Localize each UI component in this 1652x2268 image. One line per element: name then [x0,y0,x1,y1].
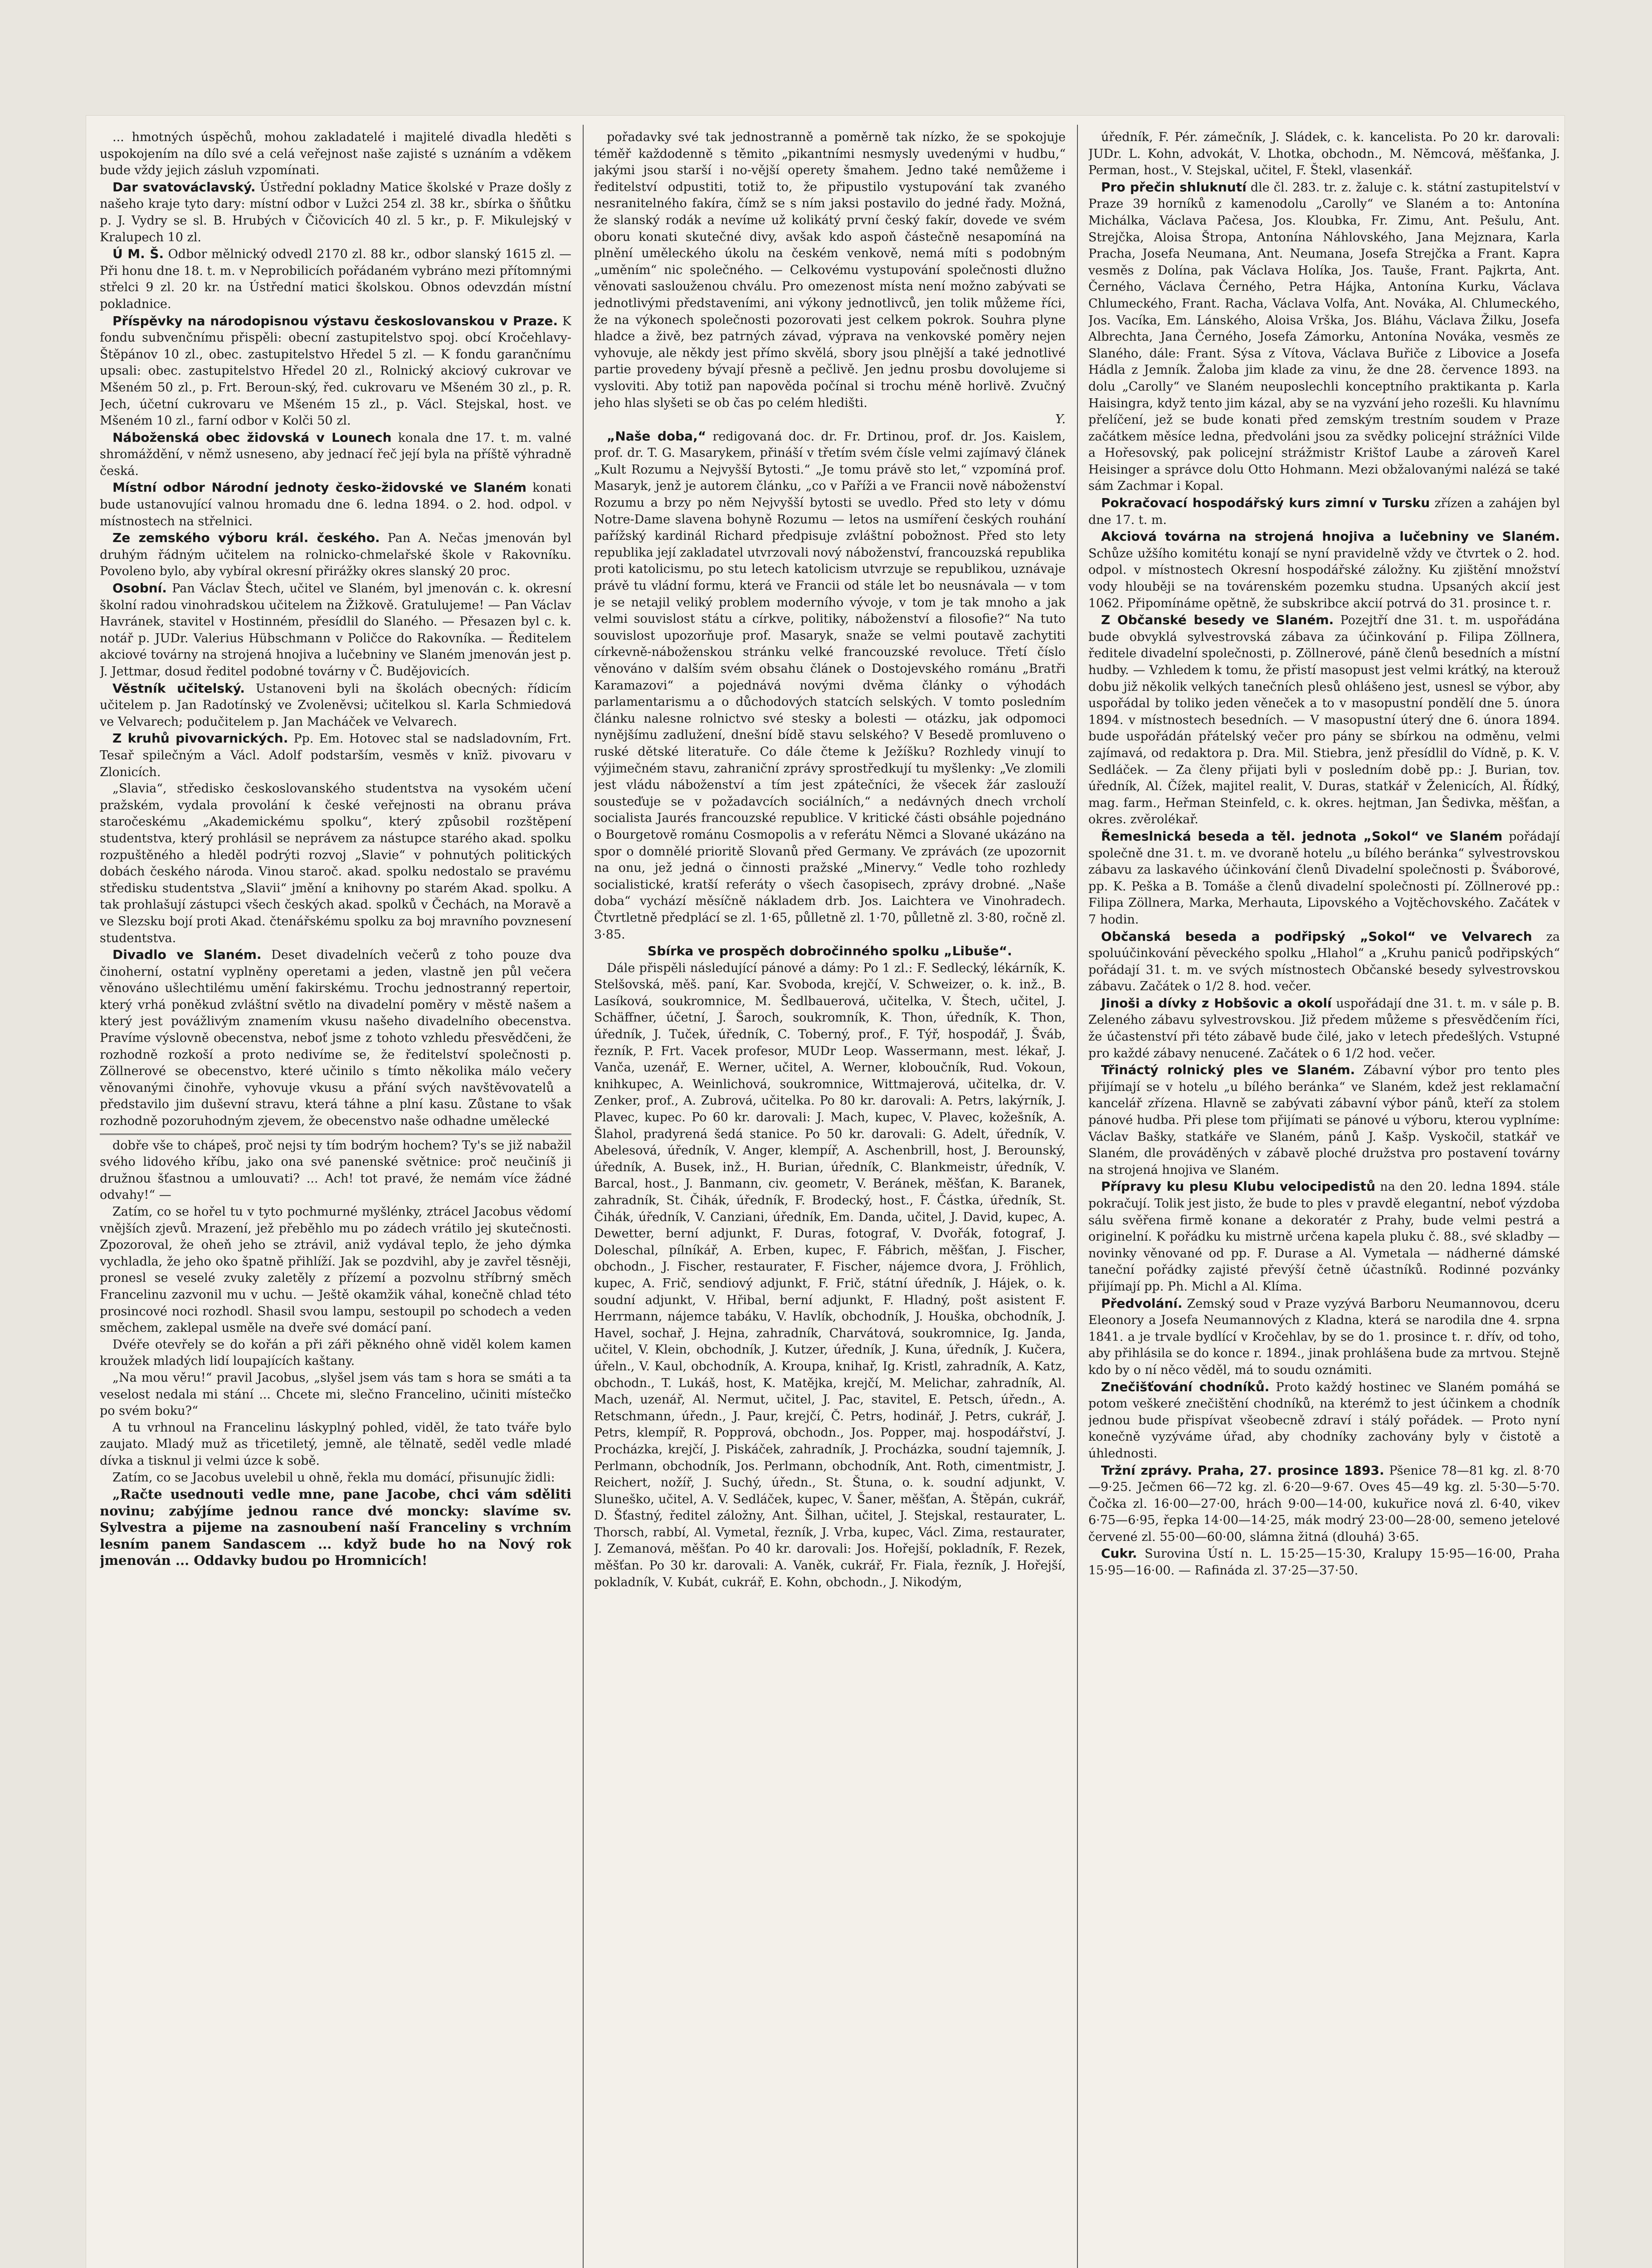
article-heading: Věstník učitelský. [112,680,245,696]
article-heading: Občanská beseda a podřipský „Sokol“ ve Velvarech [1101,929,1532,944]
article-text: Pan A. Nečas jmenován byl druhým řádným učitelem na rolnicko-chmelařské škole v Rakovníku. Povoleno bylo, aby vybíral okresní přirážky okres slanský 20 proc. [100,531,571,579]
article-signature: Y. [1055,412,1066,427]
article-text: Zábavní výbor pro tento ples přijímají se v hotelu „u bílého beránka“ ve Slaném, kdež jest reklamační kancelář zřízena. Hlavně se zabývati zábavní výbor pánů, kteří za stolem pánové hudba. Při plese tom přijímati se pánové u výboru, kterou vyplníme: Václav Bašky, statkáře ve Slaném, pánů J. Kašp. Vyskočil, statkář ve Slaném, dle prováděných v zábavě ploché družstva pro postavení továrny na strojená hnojiva ve Slaném. [1088,1063,1560,1177]
article-heading: Ú M. Š. [112,246,164,262]
article-text: za spoluúčinkování pěveckého spolku „Hlahol“ a „Kruhu paniců podřipských“ pořádají 31. t. m. ve svých místnostech Občanské besedy sylvestrovskou zábavu. Začátek o 1/2 8. hod. večer. [1088,929,1560,994]
newspaper-page [86,116,1564,2268]
article-text: Ústřední pokladny Matice školské v Praze došly z našeho kraje tyto dary: místní odbor v Lužci 254 zl. 38 kr., sbírka o šňůtku p. J. Vydry se sl. B. Hrubých v Čičovicích 40 zl. 5 kr., p. F. Mikulejský v Kralupech 10 zl. [100,180,571,244]
article-text: Pan Václav Štech, učitel ve Slaném, byl jmenován c. k. okresní školní radou vinohradskou učitelem na Žižkově. Gratulujeme! — Pan Václav Havránek, stavitel v Hostinném, přesídlil do Slaného. — Přesazen byl c. k. notář p. JUDr. Valerius Hübschmann v Poličce do Rakovníka. — Ředitelem akciové továrny na strojená hnojiva a lučebniny ve Slaném jmenován jest p. J. Jettmar, dosud ředitel podobné továrny v Č. Budějovicích. [100,582,571,679]
article-text: Zemský soud v Praze vyzývá Barboru Neumannovou, dceru Eleonory a Josefa Neumannových z Kladna, která se narodila dne 4. srpna 1841. a je trvale bydlící v Kročehlav, by se do 1. prosince t. r. dřív, od toho, aby přihlásila se do konce r. 1894., jinak prohlášena bude za mrtvou. Stejně kdo by o ní něco věděl, má to soudu oznámiti. [1088,1296,1560,1377]
article-paragraph [1088,495,1560,528]
column-3 [1088,129,1560,2268]
feuilleton-paragraph: Zatím, co se Jacobus uvelebil u ohně, řekla mu domácí, přisunujíc židli: [112,1470,555,1485]
article-text: uspořádají dne 31. t. m. v sále p. B. Zeleného zábavu sylvestrovskou. Již předem můžeme s přesvědčením říci, že účastenství při této zábavě bude čilé, jako v letech předešlých. Vstupné pro každé zábavy nenucené. Začátek o 6 1/2 hod. večer. [1088,996,1560,1061]
feuilleton-paragraph: Zatím, co se hořel tu v tyto pochmurné myšlénky, ztrácel Jacobus vědomí vnějších zjevů. Mrazení, jež přeběhlo mu po zádech vrátilo jej skutečnosti. Zpozoroval, že oheň jeho se ztrávil, aniž vydával teplo, že jeho dýmka vychladla, že jeho oko špatně přihlíží. Jak se pozdvihl, aby je zavřel těsněji, pronesl se veselé zvuky zaletěly z přízemí a pozvolnu stříbrný směch Francelinu zazvonil mu v uchu. — Ještě okamžik váhal, konečně chlad této prosincové noci rozhodl. Shasil svou lampu, sestoupil po schodech a veden směchem, zaklepal usměle na dveře své domácí paní. [100,1205,571,1335]
article-heading: Předvolání. [1101,1295,1183,1311]
column-divider [583,125,584,2268]
article-heading: Přípravy ku plesu Klubu velocipedistů [1101,1179,1375,1194]
article-paragraph [1088,1462,1560,1546]
article-paragraph [100,947,571,1130]
article-heading: Tržní zprávy. Praha, 27. prosince 1893. [1101,1462,1384,1478]
article-heading: Třináctý rolnický ples ve Slaném. [1101,1062,1355,1078]
feuilleton-paragraph: dobře vše to chápeš, proč nejsi ty tím bodrým hochem? Ty's se již nabažil svého lidového kříbu, jako ona své panenské světnice: proč neučiníš ji družnou šťastnou a umlouvati? ... Ach! tot pravé, že nemám více žádné odvahy!“ — [100,1138,571,1202]
article-heading: Příspěvky na národopisnou výstavu českoslovanskou v Praze. [112,313,558,328]
article-heading: Divadlo ve Slaném. [112,947,262,963]
feuilleton-paragraph: A tu vrhnoul na Francelinu láskyplný pohled, viděl, že tato tváře bylo zaujato. Mladý muž as třicetiletý, jemně, ale tělnatě, seděl vedle mladé dívka a tisknul ji velmi úzce k sobě. [100,1420,571,1468]
feuilleton-paragraph: Dvéře otevřely se do kořán a při záři pěkného ohně viděl kolem kamen kroužek mladých lidí loupajících kaštany. [100,1337,571,1369]
article-text: Deset divadelních večerů z toho pouze dva činoherní, ostatní vyplněny operetami a jeden, vlastně jen půl večera věnováno ušlechtilému umění fakirskému. Trochu jednostranný repertoir, který vrhá poněkud zvláštní světlo na divadelní poměry v městě našem a který jest povážlivým znamením vkusu našeho divadelního obecenstva. Pravíme výslovně obecenstva, neboť jsme z tohoto vzhledu přesvědčeni, že rozhodně rozkoší a proto nedivíme se, že ředitelství společnosti p. Zöllnerové se obecenstvo, které učinilo s tímto několika málo večery věnovanými činohře, vyhovuje vkusu a přání svých navštěvovatelů a představilo jim duševní stravu, která táhne a plní kasu. Zůstane to však rozhodně pozoruhodným zjevem, že obecenstvo naše odhadne umělecké [100,948,571,1129]
feuilleton-divider [100,1134,571,1135]
article-text: Schůze užšího komitétu konají se nyní pravidelně vždy ve čtvrtek o 2. hod. odpol. v místnostech Okresní hospodářské záložny. Ku zjištění množství vody hlouběji se na továrenském pozemku studna. Upsaných akcií jest 1062. Připomínáme opětně, že subskribce akcií potrvá do 31. prosince t. r. [1088,546,1560,611]
article-text: pořádají společně dne 31. t. m. ve dvoraně hotelu „u bílého beránka“ sylvestrovskou zábavu za laskavého účinkování členů Divadelní společnosti p. Šváborové, pp. K. Peška a B. Tomáše a členů divadelní společnosti pí. Zöllnerové pp.: Filipa Zöllnera, Marka, Merhauta, Lipovského a Vojtěchovského. Začátek v 7 hodin. [1088,829,1560,927]
article-paragraph [1088,528,1560,612]
article-heading: Ze zemského výboru král. českého. [112,530,380,546]
article-heading: Akciová továrna na strojená hnojiva a lučebniny ve Slaném. [1101,529,1560,544]
article-paragraph [1088,612,1560,828]
article-paragraph: úředník, F. Pér. zámečník, J. Sládek, c. k. kancelista. Po 20 kr. darovali: JUDr. L. Kohn, advokát, V. Lhotka, obchodn., M. Němcová, měšťanka, J. Perman, host., V. Stejskal, učitel, F. Štekl, vlasenkář. [1088,130,1560,178]
article-paragraph [1088,1062,1560,1178]
article-paragraph [1088,995,1560,1062]
article-text: na den 20. ledna 1894. stále pokračují. Tolik jest jisto, že bude to ples v pravdě elegantní, neboť výzdoba sálu svěřena firmě konane a dekoratér z Prahy, bude velmi pestrá a originelní. K pořádku ku mistrně určena kapela pluku č. 88., své skladby — novinky věnované od pp. F. Durase a Al. Vymetala — nádherné dámské taneční pořádky zajisté převýší četně účastníků. Rodinné pozvánky přijímají pp. Ph. Michl a Al. Klíma. [1088,1180,1560,1294]
article-heading: Místní odbor Národní jednoty česko-židovské ve Slaném [112,480,527,495]
article-heading: Z kruhů pivovarnických. [112,731,288,746]
article-paragraph [100,246,571,313]
article-text: dle čl. 283. tr. z. žaluje c. k. státní zastupitelství v Praze 39 horníků z kamenodolu „Carolly“ ve Slaném a to: Antonína Michálka, Václava Pačesa, Jos. Kloubka, Fr. Zimu, Ant. Pešulu, Ant. Strejčka, Aloisa Štropa, Antonína Náhlovského, Jana Mejznara, Karla Pracha, Josefa Neumana, Ant. Neumana, Josefa Strejčka a Frant. Kapra vesměs z Dolína, pak Václava Holíka, Jos. Tauše, Frant. Pajkrta, Ant. Černého, Václava Černého, Petra Hájka, Antonína Kurku, Václava Chlumeckého, Frant. Racha, Václava Volfa, Ant. Nováka, Al. Chlumeckého, Jos. Vacíka, Em. Lánského, Aloisa Vrška, Jos. Bláhu, Václava Žilku, Josefa Albrechta, Jana Černého, Josefa Zámorku, Antonína Nováka, vesměs ze Slaného, dále: Frant. Sýsa z Vítova, Václava Buřiče z Libovice a Josefa Hádla z Jemník. Žaloba jim klade za vinu, že dne 28. července 1893. na dolu „Carolly“ ve Slaném neuposlechli konceptního praktikanta p. Karla Haisingra, když tento jim kázal, aby se na vyzvání jeho rozešli. Ku hlavnímu přelíčení, jež se bude konati před zemským trestním soudem v Praze začátkem měsíce ledna, předvoláni jsou za svědky policejní strážníci Vilde a Hořesovský, pak policejní strážmistr Krištof Laube a zároveň Karel Heisinger a správce dolu Otto Hohmann. Mezi obžalovanými nalézá se také sám Zachmar i Kopal. [1088,180,1560,494]
article-text: K fondu subvenčnímu přispěli: obecní zastupitelstvo spoj. obcí Kročehlavy-Štěpánov 10 zl., obec. zastupitelstvo Hředel 5 zl. — K fondu garančnímu upsali: obec. zastupitelstvo Hředel 20 zl., Rolnický akciový cukrovar ve Mšeném 50 zl., p. Frt. Beroun-ský, řed. cukrovaru ve Mšeném 30 zl., p. R. Jech, účetní cukrovaru ve Mšeném 15 zl., p. Václ. Stejskal, host. ve Mšeném 10 zl., farní odbor v Kolči 50 zl. [100,314,571,428]
article-paragraph [100,580,571,680]
article-paragraph [1088,179,1560,495]
article-text: konala dne 17. t. m. valné shromáždění, v němž usneseno, aby jednací řeč její byla na příště výhradně česká. [100,430,571,478]
column-divider [1077,125,1078,2268]
article-text: Odbor mělnický odvedl 2170 zl. 88 kr., odbor slanský 1615 zl. — Při honu dne 18. t. m. v Neprobilicích pořádaném vybráno mezi přítomnými střelci 9 zl. 20 kr. na Ústřední matici školskou. Obnos odevzdán místní pokladnice. [100,247,571,311]
article-paragraph [594,428,1066,943]
article-heading: Z Občanské besedy ve Slaném. [1101,612,1334,628]
article-text: Proto každý hostinec ve Slaném pomáhá se potom veškeré znečištění chodníků, na kterémž to jest účinkem a chodník jednou bude přispívat všeobecně zdraví i stálý pořádek. — Proto nyní konečně vyzýváme úřad, aby chodníky zachovány byly v čistotě a úhlednosti. [1088,1380,1560,1461]
article-paragraph [100,479,571,530]
article-text: konati bude ustanovující valnou hromadu dne 6. ledna 1894. o 2. hod. odpol. v místnostech na střelnici. [100,481,571,528]
article-paragraph [1088,1545,1560,1579]
article-heading: Znečišťování chodníků. [1101,1379,1270,1394]
article-text: Surovina Ústí n. L. 15·25—15·30, Kralupy 15·95—16·00, Praha 15·95—16·00. — Rafináda zl. 37·25—37·50. [1088,1547,1560,1578]
article-heading: Osobní. [112,581,167,596]
article-text: Pp. Em. Hotovec stal se nadsladovním, Frt. Tesař spilečným a Václ. Adolf podstarším, vesměs v knīž. pivovaru v Zlonicích. [100,732,571,779]
article-heading: Náboženská obec židovská v Lounech [112,430,392,445]
article-heading: Řemeslnická beseda a těl. jednota „Sokol“ ve Slaném [1101,828,1503,844]
article-paragraph [100,730,571,781]
article-paragraph [100,179,571,246]
article-heading: Cukr. [1101,1546,1137,1561]
article-text: redigovaná doc. dr. Fr. Drtinou, prof. dr. Jos. Kaislem, prof. dr. T. G. Masarykem, přináší v třetím svém čísle velmi zajímavý článek „Kult Rozumu a Nejvyšší Bytosti.“ „Je tomu právě sto let,“ vzpomíná prof. Masaryk, jenž je autorem článku, „co v Paříži a ve Francii nově náboženství Rozumu a brzy po něm Nejvyšší bytosti se uvedlo. Před sto lety v dómu Notre-Dame slavena bohyně Rozumu — letos na usmíření českých rouhání pařížský kardinál Richard předpisuje zvláštní pobožnost. Před sto lety republika její zakladatel utvrzovali nový náboženství, francouzská republika proti katolicismu, po stu letech katolicism utvrzuje se republikou, uznávaje právě tu vládní formu, která ve Francii od stále let bo neusnávala — v tom je se netajil veliký problem moderního vývoje, v tom je tak mnoho a jak velmi souvislost státu a církve, politiky, náboženství a filosofie?“ Na tuto souvislost upozorňuje prof. Masaryk, snaže se velmi poutavě zachytiti církevně-náboženskou stránku velké francouzské revoluce. Třetí číslo věnováno v dalším svém obsahu článek o Dostojevského románu „Bratři Karamazovi“ a pojednává novými dvěma články o výhodách parlamentarismu a o důchodových statcích selských. V tomto posledním článku nalesne rolnictvo své stesky a bolesti — otázku, jak odpomoci nynějšímu zadlužení, dnešní bídě stavu selského? V Besedě promluveno o ruské dětské literatuře. Co dále čteme k Ježíšku? Rozhledy vinují to výjimečném stavu, zahraniční zprávy sprostředkují tu myšlenky: „Ve zlomili jest vládu náboženství a tím jest zpátečníci, že všecek žár zaslouží sousteďuje se v požadavcích sociálních,“ a nedávných dnech vrcholí socialista Jaurés francouzské republice. V kritické části obsáhle pojednáno o Bourgetově románu Cosmopolis a v referátu Němci a Slované ukázáno na spor o domnělé prioritě Slovanů před Germany. Ve zprávách (ze upozornit na onu, jež jedná o činnosti pražské „Minervy.“ Vedle toho rozhledy socialistické, kratší referáty o všech časopisech, zprávy drobné. „Naše doba“ vychází měsíčně nákladem drb. Jos. Laichtera ve Vinohradech. Čtvrtletně předplácí se zl. 1·65, půlletně zl. 1·70, půlletně zl. 3·80, ročně zl. 3·85. [594,429,1066,942]
article-text: Pšenice 78—81 kg. zl. 8·70—9·25. Ječmen 66—72 kg. zl. 6·20—9·67. Oves 45—49 kg. zl. 5·30—5·70. Čočka zl. 16·00—27·00, hrách 9·00—14·00, kukuřice nová zl. 6·40, vikev 6·75—6·95, řepka 14·00—14·25, mák modrý 23·00—28·00, semeno jetelové červené zl. 55·00—60·00, slámna žitná (dlouhá) 3·65. [1088,1463,1560,1544]
article-paragraph: „Slavia“, středisko českoslovanského studentstva na vysokém učení pražském, vydala provolání k české veřejnosti na obranu práva staročeskému „Akademickému spolku“, který způsobil rozštěpení studentstva, který prohlásil se neprávem za nástupce starého akad. spolku rozpuštěného a hleděl podrýti rozvoj „Slavie“ v pohnutých politických dobách českého národa. Vinou staroč. akad. spolku nedostalo se pravému středisku studentstva „Slavii“ jmění a knihovny po starém Akad. spolku. A tak prohlašují zástupci všech českých akad. spolků v Čechách, na Moravě a ve Slezsku bojí proti Akad. čtenářskému spolku za boj mravního povznesení studentstva. [100,782,571,945]
article-paragraph: Dále přispěli následující pánové a dámy: Po 1 zl.: F. Sedlecký, lékárník, K. Stelšovská, měš. paní, Kar. Svoboda, krejčí, V. Schweizer, o. k. inž., B. Lasíková, soukromnice, M. Šedlbauerová, učitelka, V. Štech, učitel, J. Schäffner, účetní, J. Šaroch, soukromník, K. Thon, úředník, K. Thon, úředník, J. Tuček, úředník, C. Toberný, prof., F. Týř, hospodář, J. Šváb, řezník, P. Frt. Vacek profesor, MUDr Leop. Wassermann, mest. lékař, J. Vanča, uzenář, E. Werner, učitel, A. Werner, kloboučník, Rud. Vokoun, knihkupec, A. Weinlichová, soukromnice, Wittmajerová, učitelka, dr. V. Zenker, prof., A. Zubrová, učitelka. Po 80 kr. darovali: A. Petrs, lakýrník, J. Plavec, kupec. Po 60 kr. darovali: J. Mach, kupec, V. Plavec, kožešník, A. Šlahol, pradyrená šedá stanice. Po 50 kr. darovali: G. Adelt, úředník, V. Abelesová, úředník, V. Anger, klempíř, A. Aschenbrill, host, J. Berounský, úředník, A. Busek, inž., H. Burian, úředník, C. Blankmeistr, úředník, V. Barcal, host., J. Banmann, civ. geometr, V. Beránek, měšťan, K. Baranek, zahradník, St. Čihák, úředník, F. Brodecký, host., F. Částka, úředník, St. Čihák, úředník, V. Canziani, úředník, Em. Danda, učitel, J. David, kupec, A. Dewetter, berní adjunkt, F. Duras, fotograf, V. Dvořák, fotograf, J. Doleschal, pílníkář, A. Erben, kupec, F. Fábrich, měšťan, J. Fischer, obchodn., J. Fischer, restaurater, F. Fischer, nájemce dvora, J. Fröhlich, kupec, A. Frič, sendiový adjunkt, F. Frič, státní úředník, J. Hájek, o. k. soudní adjunkt, V. Hřibal, berní adjunkt, F. Hladný, pošt asistent F. Herrmann, nájemce tabáku, V. Havlík, obchodník, J. Houška, obchodník, J. Havel, sochař, J. Hejna, zahradník, Charvátová, soukromnice, Ig. Janda, učitel, V. Klein, obchodník, J. Kutzer, úředník, J. Kuna, úředník, J. Kučera, úřeln., V. Kaul, obchodník, A. Kroupa, knihař, Ig. Kristl, zahradník, A. Katz, obchodn., T. Lukáš, host, K. Matějka, krejčí, M. Melichar, zahradník, Al. Mach, uzenář, Al. Nermut, učitel, J. Pac, stavitel, E. Petsch, úředn., A. Retschmann, úředn., J. Paur, krejčí, Č. Petrs, hodinář, J. Petrs, cukrář, J. Petrs, klempíř, R. Popprová, obchodn., Jos. Popper, maj. hospodářství, J. Procházka, krejčí, J. Piskáček, zahradník, J. Procházka, soudní tajemník, J. Perlmann, obchodník, Jos. Perlmann, obchodník, Ant. Roth, cimentmistr, J. Reichert, nožíř, J. Suchý, úředn., St. Štuna, o. k. soudní adjunkt, V. Sluneško, učitel, A. V. Sedláček, kupec, V. Šaner, měšťan, A. Štěpán, cukrář, D. Šťastný, ředitel záložny, Ant. Šilhan, učitel, J. Stejskal, restaurater, L. Thorsch, rabbí, Al. Vymetal, řezník, J. Vrba, kupec, Václ. Zima, restaurater, J. Zemanová, měšťan. Po 40 kr. darovali: Jos. Hořejší, pokladník, F. Rezek, měšťan. Po 30 kr. darovali: A. Vaněk, cukrář, Fr. Fiala, řezník, J. Hořejší, pokladník, V. Kubát, cukrář, E. Kohn, obchodn., J. Nikodým, [594,961,1066,1589]
column-1 [100,129,571,2268]
article-heading: Sbírka ve prospěch dobročinného spolku „Libuše“. [648,943,1012,959]
feuilleton-paragraph: „Na mou věru!“ pravil Jacobus, „slyšel jsem vás tam s hora se smáti a ta veselost nedala mi stání ... Chcete mi, slečno Francelino, učiniti místečko po svém boku?“ [100,1370,571,1418]
article-paragraph [1088,828,1560,929]
article-paragraph [1088,1178,1560,1295]
article-paragraph: ... hmotných úspěchů, mohou zakladatelé i majitelé divadla hleděti s uspokojením na dílo své a celá veřejnost naše zajisté s uznáním a vděkem bude vždy jejich zásluh vzpomínati. [100,130,571,178]
article-paragraph [1088,1295,1560,1379]
article-paragraph: pořadavky své tak jednostranně a poměrně tak nízko, že se spokojuje téměř každodenně s těmito „pikantními nesmysly uvedenými v hudbu,“ jakými jsou starší i no-vější operety šmahem. Jedno také nemůžeme i ředitelství odpustiti, totiž to, že připustilo vystupování tak zvaného nesranitelného fakíra, čímž se s ním jaksi postavilo do jedné řady. Možná, že slanský rodák a nevíme už kolikátý první český fakír, dovede ve svém oboru konati skutečné divy, avšak kdo aspoň částečně nesapomíná na plnění uměleckého úkolu na českém venkově, nemá míti s podobným „uměním“ nic společného. — Celkovému vystupování společnosti dlužno věnovati saslouženou chválu. Pro omezenost místa není možno zabývati se jednotlivými představeními, ani výkony jednotlivců, jen tolik můžeme říci, že na výkonech společnosti pozorovati jest celkem pokrok. Souhra plyne hladce a živě, bez patrných závad, výprava na venkovské poměry nejen vyhovuje, ale někdy jest přímo skvělá, sbory jsou plnější a také jednotlivé partie provedeny bývají přesně a pečlivě. Jen jednu prosbu dovolujeme si vysloviti. Aby totiž pan napověda počínal si trochu méně horlivě. Zvučný jeho hlas slyšeti se ob čas po celém hledišti. [594,130,1066,410]
article-text: zřízen a zahájen byl dne 17. t. m. [1088,496,1560,527]
article-heading-block [594,943,1066,960]
article-heading: Dar svatováclavský. [112,179,256,195]
article-heading: Pro přečin shluknutí [1101,179,1247,195]
article-text: Ustanoveni byli na školách obecných: řídicím učitelem p. Jan Radotínský ve Zvoleněvsi; učitelkou sl. Karla Schmiedová ve Velvarech; podučitelem p. Jan Macháček ve Velvarech. [100,681,571,729]
article-paragraph [100,313,571,430]
article-text: Pozejtří dne 31. t. m. uspořádána bude obvyklá sylvestrovská zábava za účinkování p. Filipa Zöllnera, ředitele divadelní společnosti, p. Zöllnerové, páně členů besedních a místní hudby. — Vzhledem k tomu, že přistí masopust jest velmi krátký, na kterouž dobu již několik velkých tanečních plesů ohlášeno jest, usnesl se výbor, aby uspořádal by toliko jeden věneček a to v masopustní pondělí dne 5. února 1894. v místnostech besedních. — V masopustní úterý dne 6. února 1894. bude uspořádán přátelský večer pro pány se sbírkou na odměnu, velmi zajímavá, od redaktora p. Dra. Mil. Stiebra, jenž přesídlil do Vídně, p. K. V. Sedláček. — Za členy přijati byli v posledním době pp.: J. Burian, tov. úředník, Al. Čížek, majitel realit, V. Duras, statkář v Želenicích, Al. Řídký, mag. farm., Heřman Steinfeld, c. k. okres. hejtman, Jan Šedivka, měšťan, a okres. zvěrolékař. [1088,613,1560,827]
column-2 [594,129,1066,2268]
article-heading: Pokračovací hospodářský kurs zimní v Tursku [1101,495,1430,511]
article-paragraph [1088,929,1560,995]
article-heading: Jinoši a dívky z Hobšovic a okolí [1101,995,1332,1011]
article-paragraph [100,680,571,731]
article-paragraph [1088,1379,1560,1462]
article-paragraph [100,430,571,480]
article-heading: „Naše doba,“ [607,428,707,444]
feuilleton-paragraph: „Račte usednouti vedle mne, pane Jacobe, chci vám sděliti novinu; zabýjíme jednou rance dvé moncky: slavíme sv. Sylvestra a pijeme na zasnoubení naší Franceliny s vrchním lesním panem Sandascem ... když bude ho na Nový rok jmenován ... Oddavky budou po Hromnicích! [100,1486,571,1569]
article-paragraph [100,530,571,580]
